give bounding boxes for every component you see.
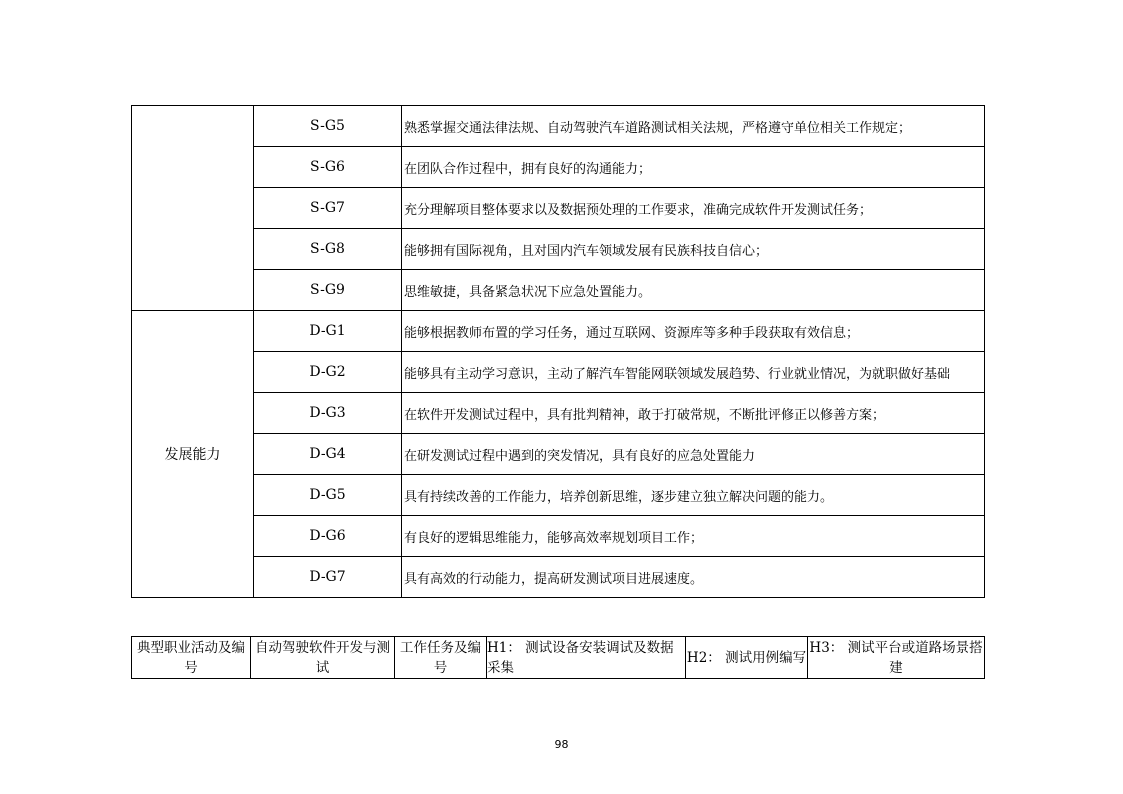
table-row — [132, 637, 985, 679]
table-row — [132, 557, 985, 598]
description-cell: 在软件开发测试过程中，具有批判精神，敢于打破常规，不断批评修正以修善方案； — [402, 393, 985, 434]
code-cell: D-G6 — [254, 516, 402, 557]
competency-table — [131, 105, 985, 598]
task-h2-cell: H2： 测试用例编写 — [686, 637, 808, 679]
description-cell: 在团队合作过程中，拥有良好的沟通能力； — [402, 147, 985, 188]
code-cell: D-G2 — [254, 352, 402, 393]
task-h3-cell: H3： 测试平台或道路场景搭建 — [808, 637, 985, 679]
description-cell: 具有持续改善的工作能力，培养创新思维，逐步建立独立解决问题的能力。 — [402, 475, 985, 516]
description-cell: 在研发测试过程中遇到的突发情况，具有良好的应急处置能力 — [402, 434, 985, 475]
table-row — [132, 434, 985, 475]
code-cell: D-G4 — [254, 434, 402, 475]
category-cell-social — [132, 106, 254, 311]
table-row — [132, 475, 985, 516]
table-row — [132, 311, 985, 352]
table-row — [132, 188, 985, 229]
code-cell: S-G9 — [254, 270, 402, 311]
code-cell: S-G7 — [254, 188, 402, 229]
code-cell: D-G5 — [254, 475, 402, 516]
table-row — [132, 393, 985, 434]
description-cell: 能够具有主动学习意识，主动了解汽车智能网联领域发展趋势、行业就业情况，为就职做好基础 — [402, 352, 985, 393]
code-cell: S-G8 — [254, 229, 402, 270]
task-label-cell: 工作任务及编号 — [395, 637, 487, 679]
code-cell: S-G6 — [254, 147, 402, 188]
activity-value-cell: 自动驾驶软件开发与测试 — [251, 637, 395, 679]
description-cell: 充分理解项目整体要求以及数据预处理的工作要求，准确完成软件开发测试任务； — [402, 188, 985, 229]
description-cell: 有良好的逻辑思维能力，能够高效率规划项目工作； — [402, 516, 985, 557]
description-cell: 具有高效的行动能力，提高研发测试项目进展速度。 — [402, 557, 985, 598]
description-cell: 能够拥有国际视角，且对国内汽车领域发展有民族科技自信心； — [402, 229, 985, 270]
code-cell: D-G3 — [254, 393, 402, 434]
table-row — [132, 516, 985, 557]
table-row — [132, 147, 985, 188]
activity-label-cell: 典型职业活动及编号 — [132, 637, 251, 679]
table-row — [132, 106, 985, 147]
code-cell: D-G7 — [254, 557, 402, 598]
activity-table — [131, 636, 985, 679]
description-cell: 熟悉掌握交通法律法规、自动驾驶汽车道路测试相关法规，严格遵守单位相关工作规定； — [402, 106, 985, 147]
code-cell: D-G1 — [254, 311, 402, 352]
table-row — [132, 352, 985, 393]
table-row — [132, 270, 985, 311]
category-cell-development: 发展能力 — [132, 311, 254, 598]
code-cell: S-G5 — [254, 106, 402, 147]
page-number: 98 — [554, 738, 569, 751]
description-cell: 能够根据教师布置的学习任务，通过互联网、资源库等多种手段获取有效信息； — [402, 311, 985, 352]
task-h1-cell: H1： 测试设备安装调试及数据采集 — [487, 637, 686, 679]
table-row — [132, 229, 985, 270]
description-cell: 思维敏捷，具备紧急状况下应急处置能力。 — [402, 270, 985, 311]
